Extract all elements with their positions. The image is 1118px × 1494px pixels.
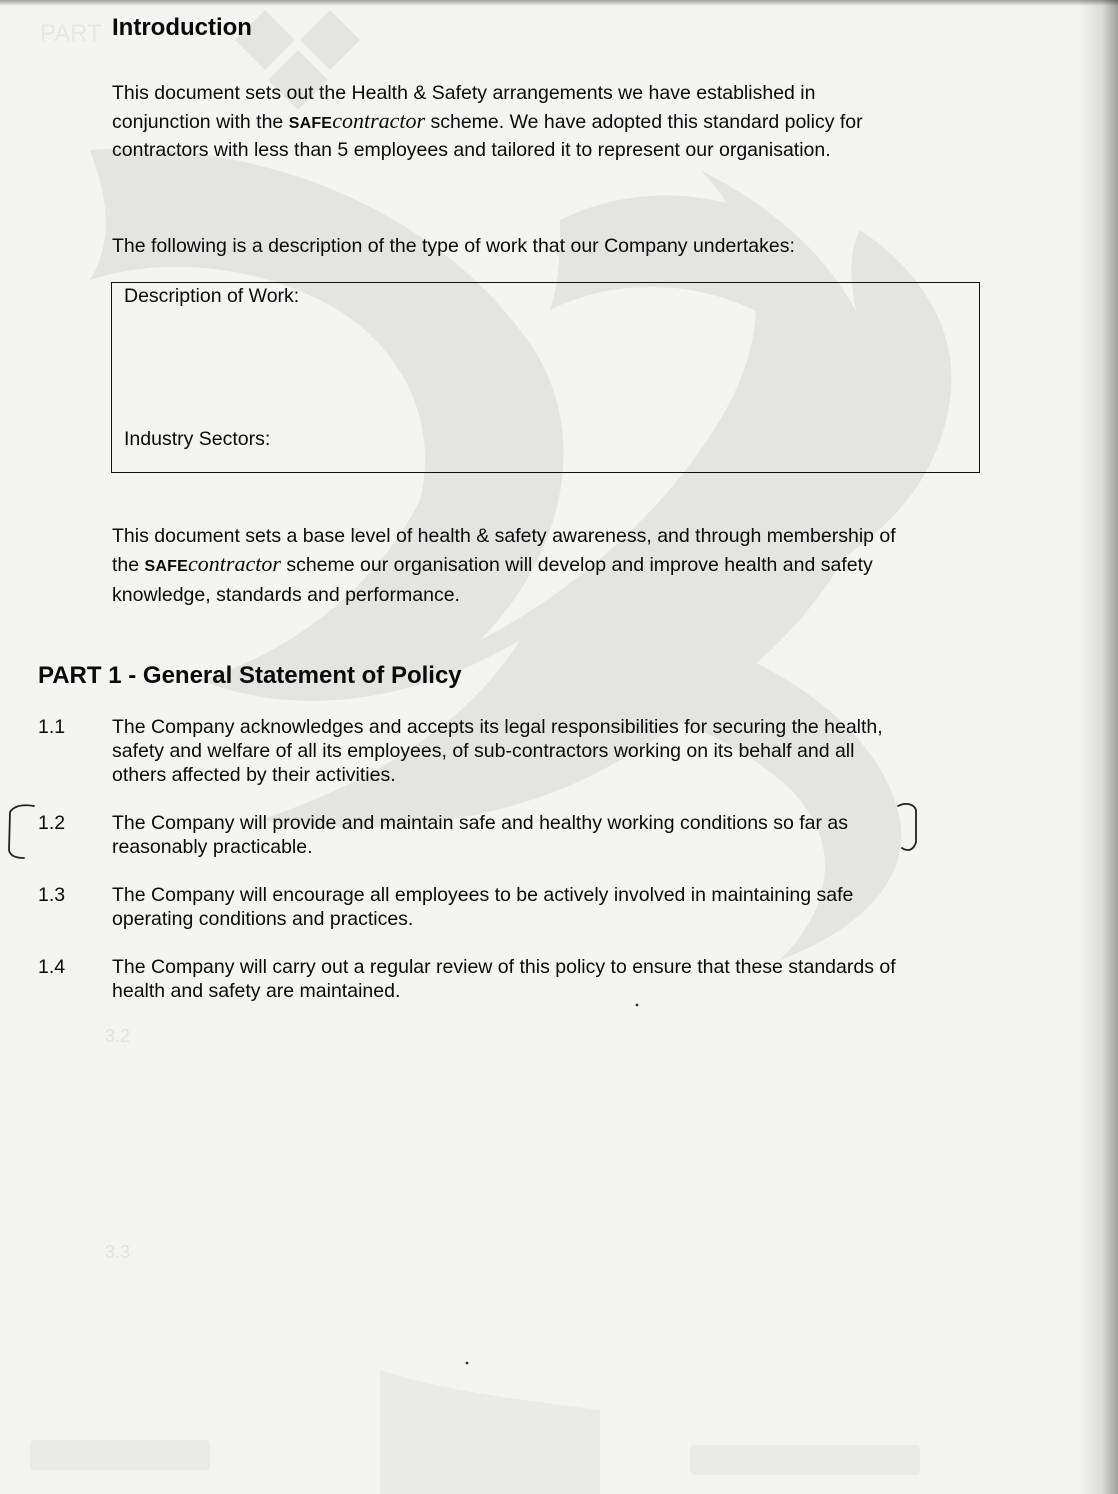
industry-sectors-label: Industry Sectors: [124, 428, 271, 450]
policy-item-number: 1.1 [38, 716, 66, 738]
brand-safe: SAFE [288, 115, 333, 132]
scan-speck [630, 998, 644, 1012]
policy-item-text: The Company will encourage all employees to be actively involved in maintaining safe operating conditions and practices. [112, 884, 854, 930]
brand-safe-2: SAFE [144, 558, 189, 575]
intro-paragraph-1-text-b: scheme. We have adopted this standard policy for contractors with less than 5 employees and tailored it to represent our organisation. [112, 111, 863, 161]
intro-paragraph-2: The following is a description of the type of work that our Company undertakes: [112, 235, 795, 257]
part1-heading: PART 1 - General Statement of Policy [38, 662, 462, 689]
policy-item-text: The Company acknowledges and accepts its legal responsibilities for securing the health, safety and welfare of all its employees, of sub-contractors working on its behalf and all others affected by their activities. [112, 716, 883, 786]
scan-speck-2 [460, 1356, 474, 1370]
introduction-heading: Introduction [112, 14, 252, 41]
work-description-box [111, 282, 980, 473]
intro-paragraph-3 [112, 522, 912, 609]
policy-item-number: 1.4 [38, 956, 66, 978]
intro-paragraph-3-text-a: This document sets a base level of health & safety awareness, and through membership of the [112, 525, 896, 576]
intro-paragraph-1-text-a: This document sets out the Health & Safety arrangements we have established in conjunction with the [112, 82, 816, 133]
scan-top-shadow [0, 0, 1118, 6]
brand-contractor-2: contractor [188, 551, 281, 576]
document-page: PART 3.2 3.3 Introduction This document sets out the Health & Safety arrangements we have established in conjunction with the SAFEcontractor scheme. We have adopted this standard policy for contractors with less than 5 employees and tailored it to represent our organisation. The following is a description of the type of work that our Company undertakes: Description of Work: Industry Sectors: This document sets a base level of health & safety awareness, and through membership of the SAFEcontractor scheme our organisation will develop and improve health and safety knowledge, standards and performance. PART 1 - General Statement of Policy 1.1 The Company acknowledges and accepts its legal responsibilities for securing the health, safety and welfare of all its employees, of sub-contractors working on its behalf and all others affected by their activities. 1.2 The Company will provide and maintain safe and healthy working conditions so far as reasonably practicable. 1.3 The Company will encourage all employees to be actively involved in maintaining safe operating conditions and practices. 1.4 The Company will carry out a regular review of this policy to ensure that these standards of health and safety are maintained. [0, 0, 1118, 1494]
brand-contractor: contractor [332, 108, 426, 133]
handwritten-right-bracket [892, 798, 932, 860]
policy-item-text: The Company will provide and maintain safe and healthy working conditions so far as reasonably practicable. [112, 812, 848, 858]
policy-item-number: 1.2 [38, 812, 66, 834]
description-of-work-label: Description of Work: [124, 285, 300, 307]
policy-item-text: The Company will carry out a regular review of this policy to ensure that these standards of health and safety are maintained. [112, 956, 896, 1002]
intro-paragraph-3-text-b: scheme our organisation will develop and improve health and safety knowledge, standards and performance. [112, 554, 873, 606]
scan-edge-shadow [1078, 0, 1118, 1494]
handwritten-left-bracket [0, 798, 40, 868]
policy-item-number: 1.3 [38, 884, 66, 906]
intro-paragraph-1 [112, 80, 912, 164]
